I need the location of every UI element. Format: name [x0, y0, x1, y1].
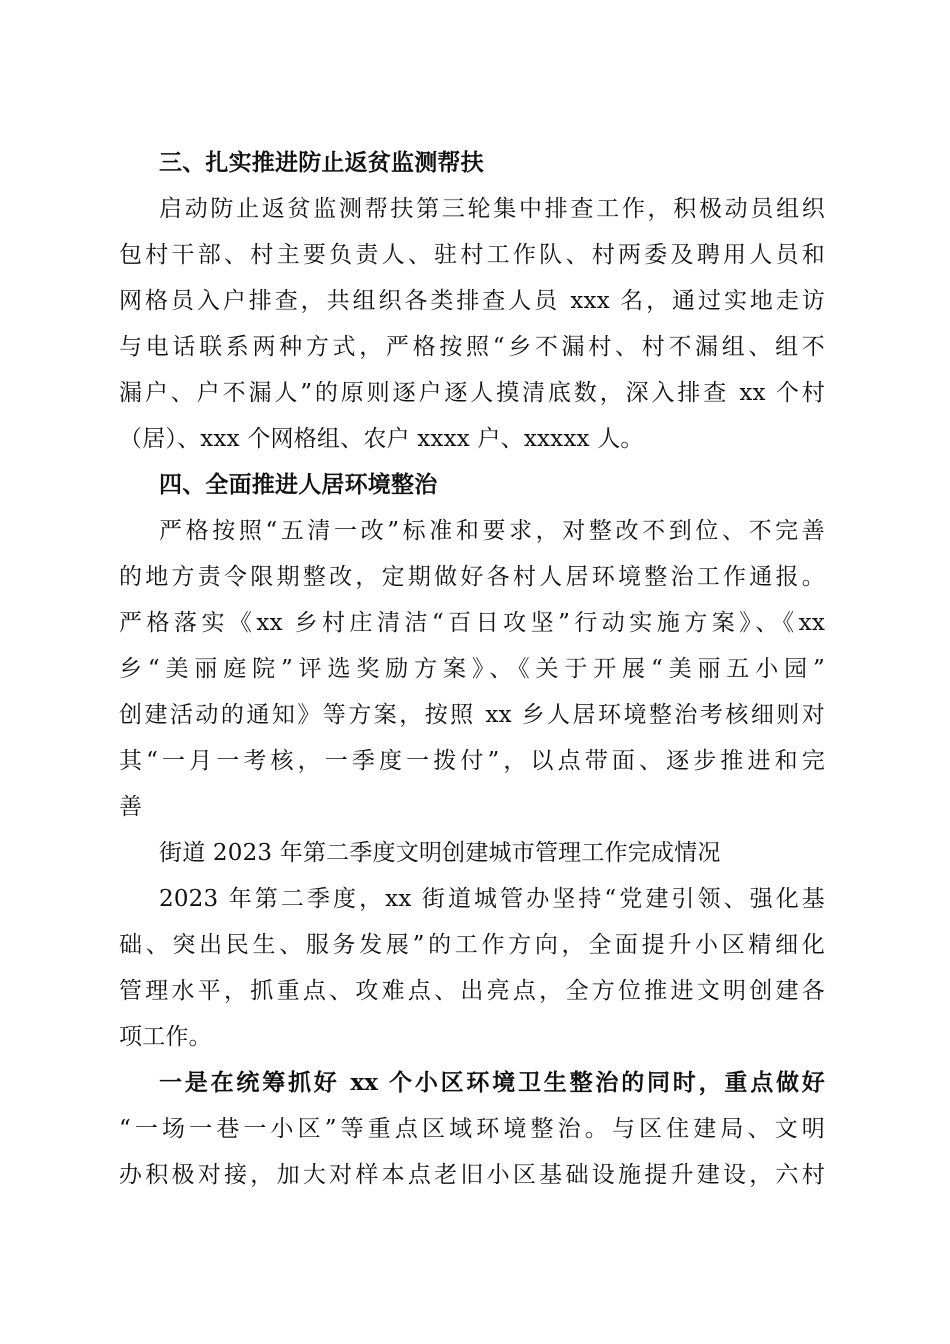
- paragraph-line: 办积极对接，加大对样本点老旧小区基础设施提升建设，六村: [119, 1162, 825, 1188]
- paragraph-line: 善: [119, 794, 143, 820]
- paragraph-line: 乡“美丽庭院”评选奖励方案》、《关于开展“美丽五小园”: [119, 656, 825, 682]
- section-heading-3: 三、扎实推进防止返贫监测帮扶: [159, 150, 484, 176]
- paragraph-line: 与电话联系两种方式，严格按照“乡不漏村、村不漏组、组不: [119, 334, 825, 360]
- paragraph-line: 创建活动的通知》等方案，按照 xx 乡人居环境整治考核细则对: [119, 702, 825, 728]
- paragraph-line: 包村干部、村主要负责人、驻村工作队、村两委及聘用人员和: [119, 242, 825, 268]
- point-one-line: 一是在统筹抓好 xx 个小区环境卫生整治的同时，重点做好: [159, 1069, 825, 1096]
- paragraph-line: 严格按照“五清一改”标准和要求，对整改不到位、不完善: [159, 518, 825, 544]
- paragraph-line: 严格落实《xx 乡村庄清洁“百日攻坚”行动实施方案》、《xx: [119, 610, 825, 636]
- paragraph-line: 漏户、户不漏人”的原则逐户逐人摸清底数，深入排查 xx 个村: [119, 380, 825, 406]
- paragraph-line: （居）、xxx 个网格组、农户 xxxx 户、xxxxx 人。: [119, 426, 644, 452]
- paragraph-line: 础、突出民生、服务发展”的工作方向，全面提升小区精细化: [119, 932, 825, 958]
- paragraph-line: 其“一月一考核，一季度一拨付”，以点带面、逐步推进和完: [119, 748, 825, 774]
- paragraph-line: 项工作。: [119, 1024, 212, 1050]
- paragraph-line: 的地方责令限期整改，定期做好各村人居环境整治工作通报。: [119, 564, 825, 590]
- document-body: [119, 140, 825, 1198]
- paragraph-line: 2023 年第二季度，xx 街道城管办坚持“党建引领、强化基: [159, 886, 825, 912]
- section-heading-4: 四、全面推进人居环境整治: [159, 472, 438, 498]
- report-title: 街道 2023 年第二季度文明创建城市管理工作完成情况: [159, 840, 721, 866]
- paragraph-line: “一场一巷一小区”等重点区域环境整治。与区住建局、文明: [119, 1116, 825, 1142]
- paragraph-line: 网格员入户排查，共组织各类排查人员 xxx 名，通过实地走访: [119, 288, 825, 314]
- paragraph-line: 启动防止返贫监测帮扶第三轮集中排查工作，积极动员组织: [159, 196, 825, 222]
- paragraph-line: 管理水平，抓重点、攻难点、出亮点，全方位推进文明创建各: [119, 978, 825, 1004]
